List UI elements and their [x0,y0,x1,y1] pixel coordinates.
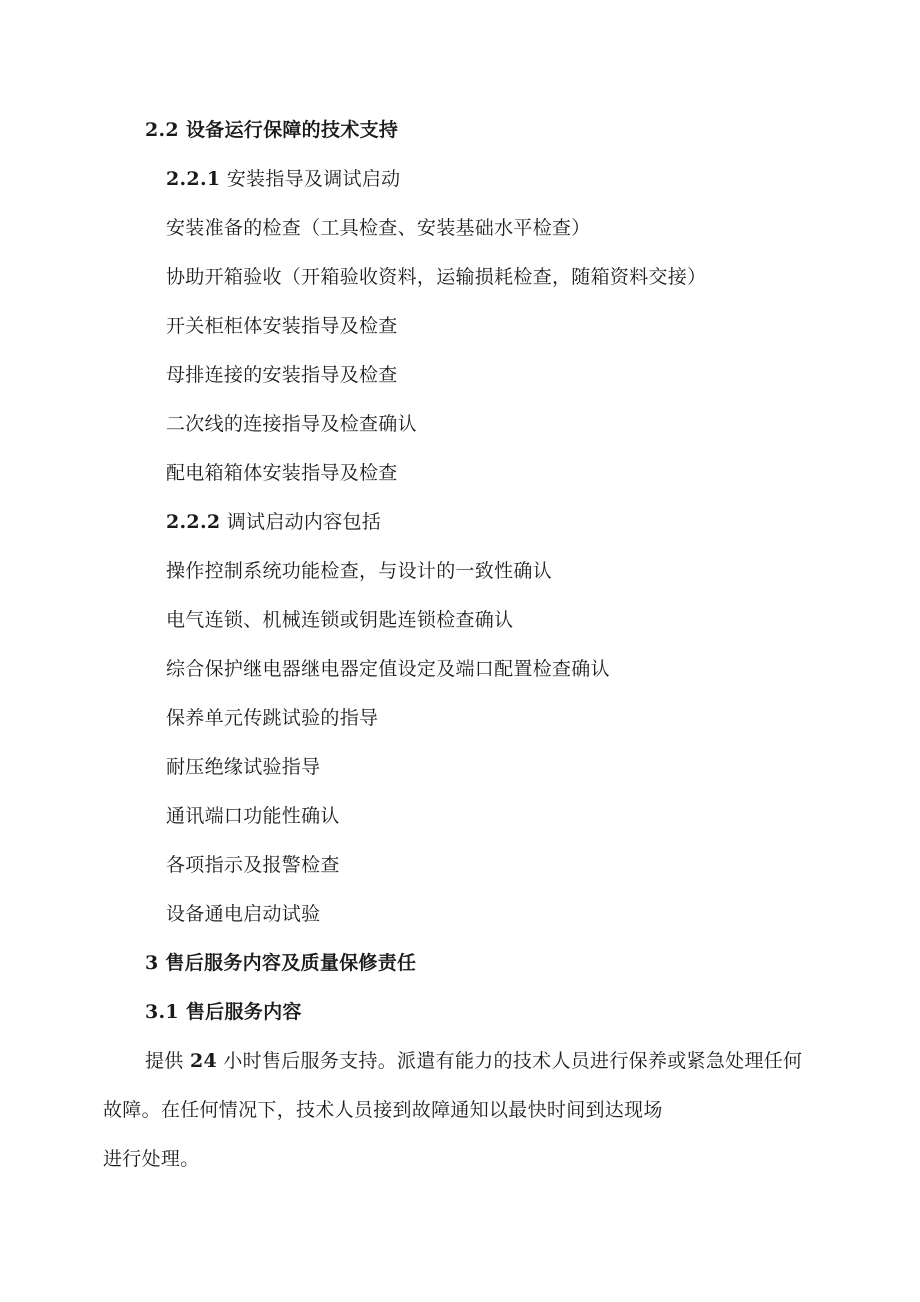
list-item: 二次线的连接指导及检查确认 [166,413,417,435]
list-item: 安装准备的检查（工具检查、安装基础水平检查） [166,217,591,239]
section-heading-3: 3 售后服务内容及质量保修责任 [145,952,417,974]
section-heading-2-2: 2.2 设备运行保障的技术支持 [145,119,399,141]
list-item: 协助开箱验收（开箱验收资料，运输损耗检查，随箱资料交接） [166,266,707,288]
list-item: 配电箱箱体安装指导及检查 [166,462,398,484]
list-item: 通讯端口功能性确认 [166,805,340,827]
subsection-number: 2.2.1 [166,168,221,190]
list-item: 开关柜柜体安装指导及检查 [166,315,398,337]
paragraph-text: 提供 [145,1050,184,1072]
subsection-heading-2-2-2 [166,509,381,535]
list-item: 综合保护继电器继电器定值设定及端口配置检查确认 [166,658,610,680]
paragraph-line-2: 故障。在任何情况下，技术人员接到故障通知以最快时间到达现场 [103,1099,663,1121]
subsection-title: 安装指导及调试启动 [226,168,401,190]
section-heading-3-1: 3.1 售后服务内容 [145,1001,302,1023]
list-item: 耐压绝缘试验指导 [166,756,321,778]
paragraph-text: 小时售后服务支持。派遣有能力的技术人员进行保养或紧急处理任何 [223,1050,803,1072]
list-item: 母排连接的安装指导及检查 [166,364,398,386]
subsection-number: 2.2.2 [166,511,221,533]
list-item: 电气连锁、机械连锁或钥匙连锁检查确认 [166,609,514,631]
list-item: 保养单元传跳试验的指导 [166,707,379,729]
paragraph-bold-number: 24 [189,1050,217,1072]
paragraph-line-3: 进行处理。 [103,1148,200,1170]
list-item: 设备通电启动试验 [166,903,321,925]
list-item: 操作控制系统功能检查，与设计的一致性确认 [166,560,553,582]
list-item: 各项指示及报警检查 [166,854,340,876]
subsection-heading-2-2-1 [166,166,400,192]
subsection-title: 调试启动内容包括 [226,511,382,533]
paragraph-line-1 [145,1048,802,1074]
